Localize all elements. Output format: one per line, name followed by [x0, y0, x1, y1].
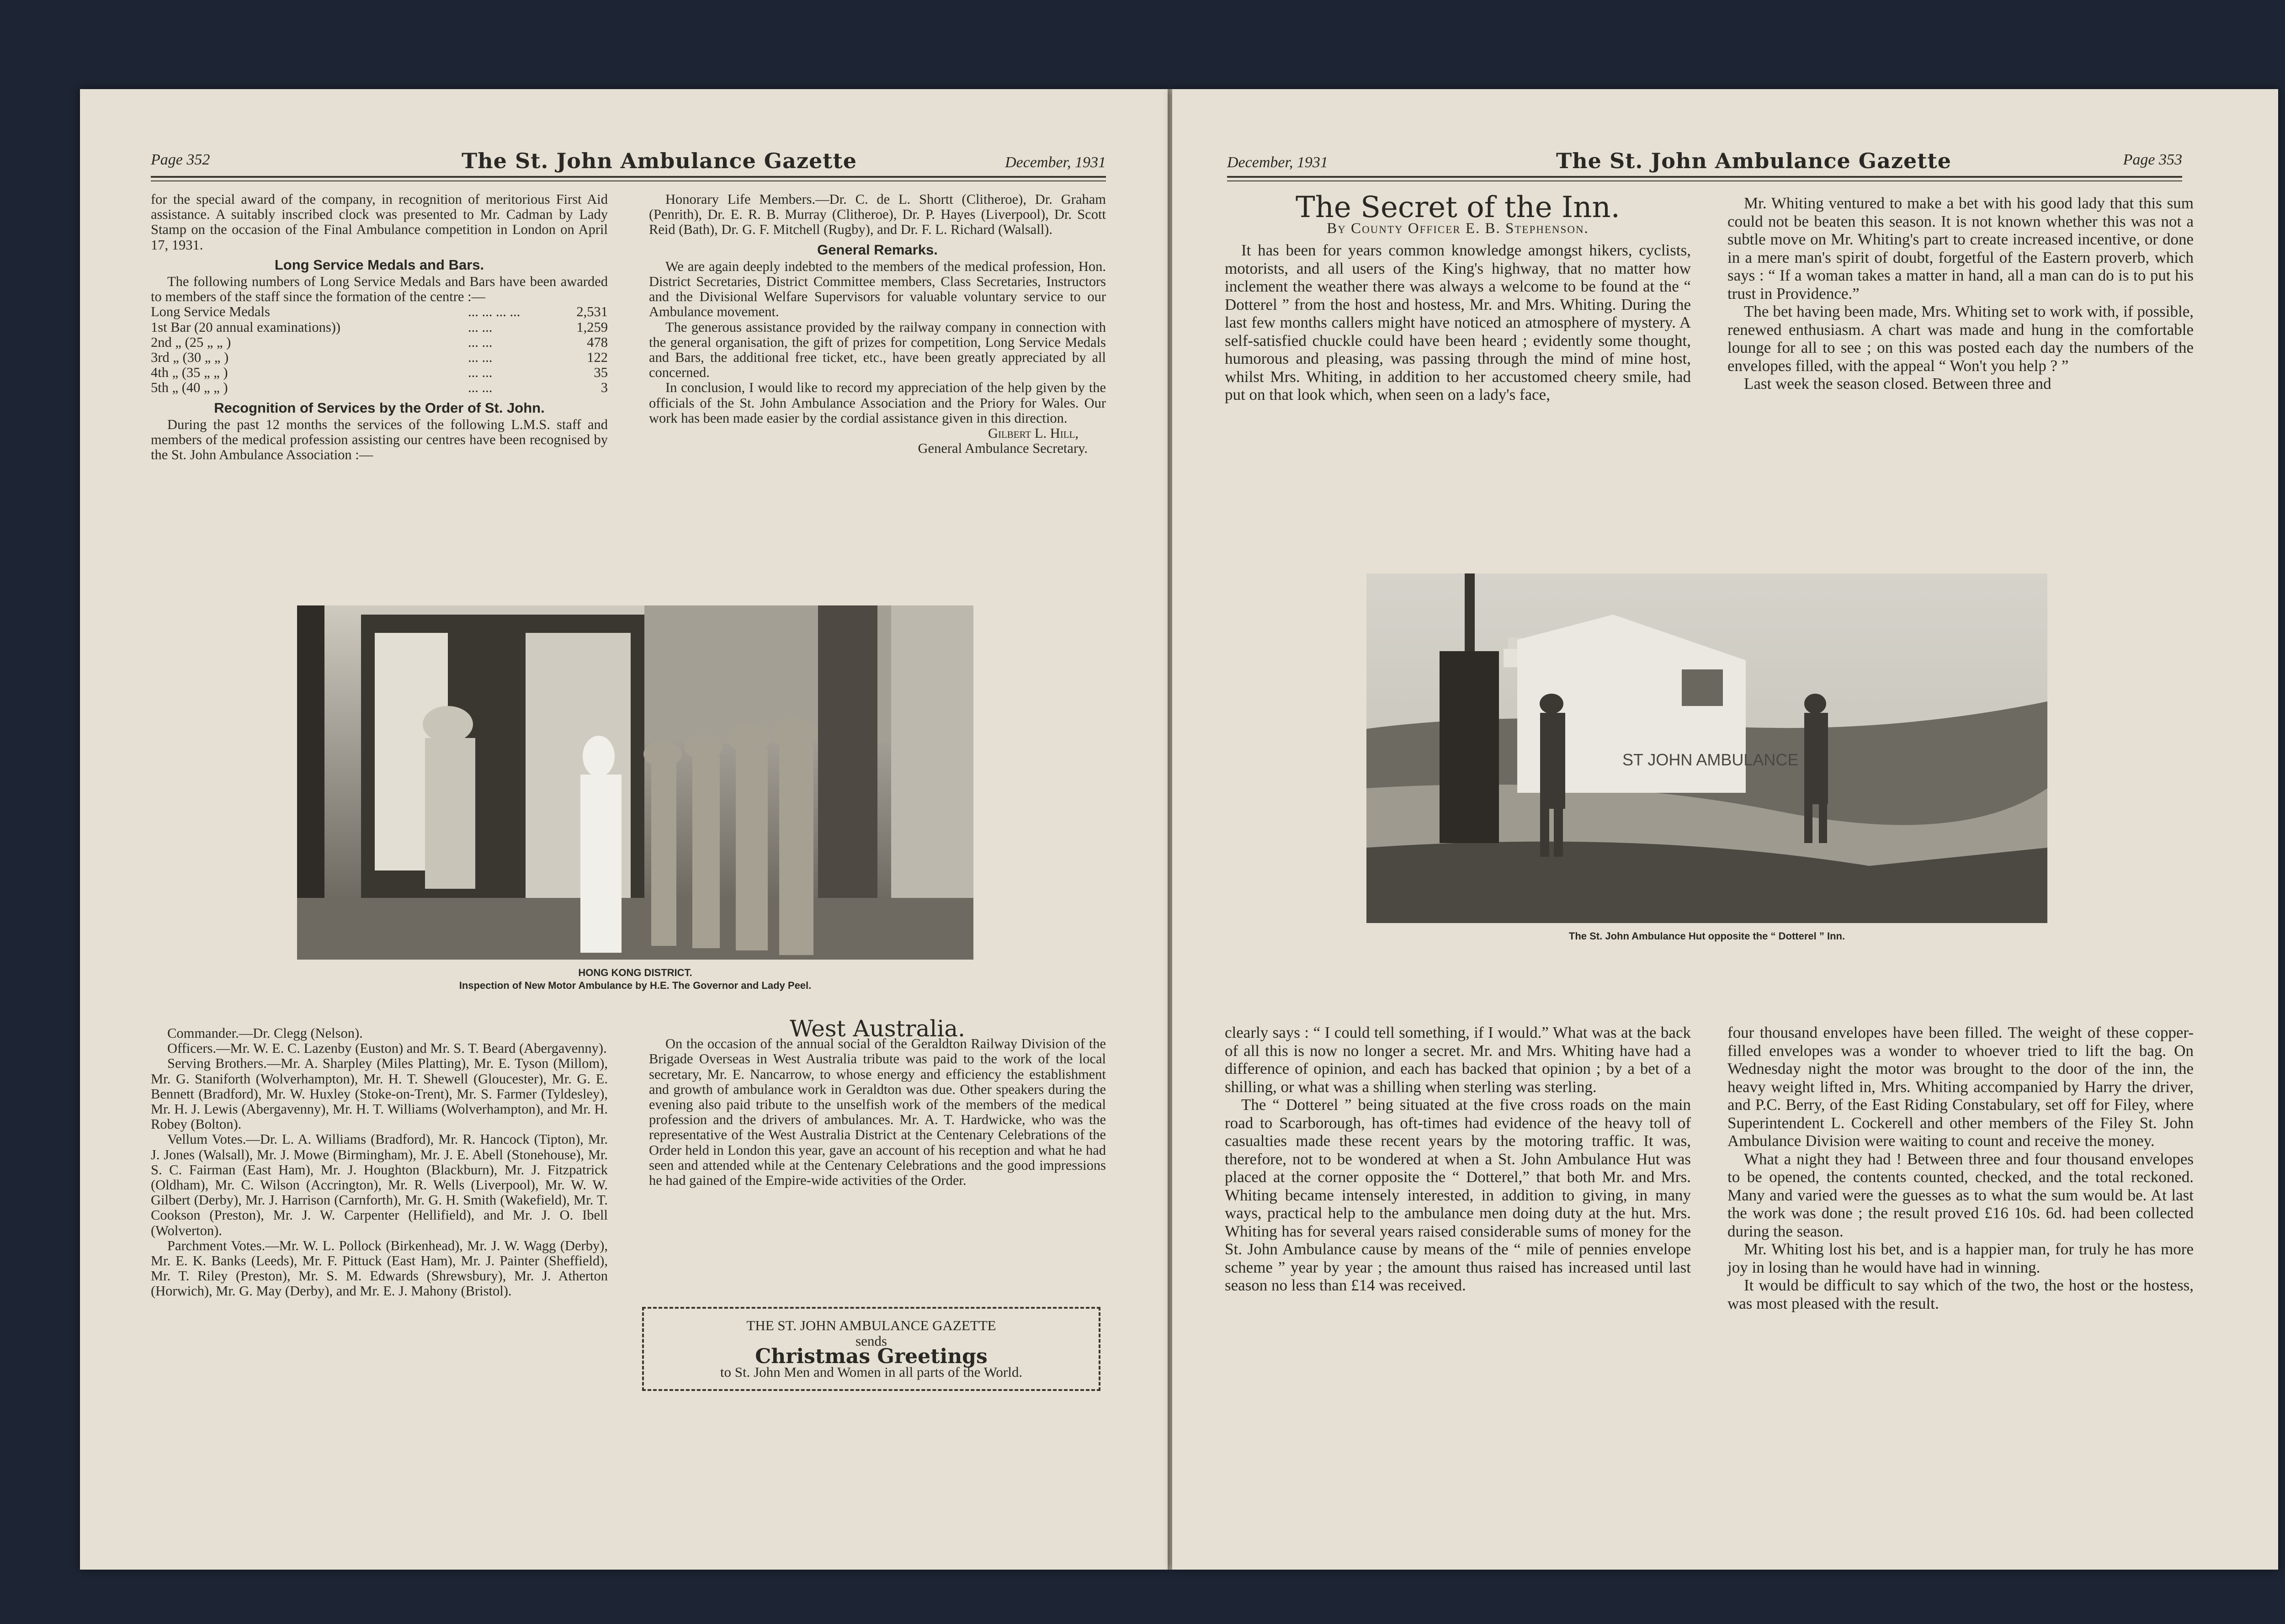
west-australia-paragraph: On the occasion of the annual social of the Geraldton Railway Division of the Brigade Overseas in West Australia tribute was paid to the work of the local secretary, Mr. E. Nancarrow, to whose energy and efficiency the establishment and growth of ambulance work in Geraldton was due. Other speakers during the evening also paid tribute to the unselfish work of the members of the medical profession and the drivers of ambulances. Mr. A. T. Hardwicke, who was the representative of the West Australia District at the Centenary Celebrations of the Order held in London this year, gave an account of his reception and what he had seen and attended while at the Centenary Celebrations and the good impressions he had gained of the Empire-wide activities of the Order.: [649, 1036, 1106, 1189]
article-lost-bet-paragraph: Mr. Whiting lost his bet, and is a happier man, for truly he has more joy in losing than he would have had in winning.: [1727, 1240, 2194, 1276]
greetings-box-line-4: to St. John Men and Women in all parts of the World.: [720, 1364, 1023, 1380]
hong-kong-caption-title: HONG KONG DISTRICT.: [578, 967, 692, 978]
parchment-votes-paragraph: Parchment Votes.—Mr. W. L. Pollock (Birkenhead), Mr. J. W. Wagg (Derby), Mr. E. K. Banks (Leeds), Mr. F. Pittuck (East Ham), Mr. J. Painter (Sheffield), Mr. T. Riley (Preston), Mr. S. M. Edwards (Shrewsbury), Mr. J. Atherton (Horwich), Mr. G. May (Derby), and Mr. E. J. Mahony (Bristol).: [151, 1237, 608, 1299]
hut-sign-text: ST JOHN AMBULANCE: [1622, 750, 1799, 769]
ambulance-hut-photo-illustration: [1366, 573, 2047, 923]
right-header-rule: [1227, 180, 2182, 181]
hong-kong-photo-illustration: [297, 605, 973, 960]
ambulance-hut-photo: [1366, 573, 2047, 923]
officers-paragraph: Officers.—Mr. W. E. C. Lazenby (Euston) and Mr. S. T. Beard (Abergavenny).: [167, 1040, 607, 1056]
serving-brothers-paragraph: Serving Brothers.—Mr. A. Sharpley (Miles Platting), Mr. E. Tyson (Millom), Mr. G. Staniforth (Wolverhampton), Mr. H. T. Shewell (Gloucester), Mr. G. E. Bennett (Bradford), Mr. W. Huxley (Stoke-on-Trent), Mr. S. Farmer (Tyldesley), Mr. H. J. Lewis (Abergavenny), Mr. H. T. Williams (Wolverhampton), and Mr. H. Robey (Bolton).: [151, 1056, 608, 1132]
left-gazette-title: The St. John Ambulance Gazette: [462, 149, 857, 173]
left-page: [80, 89, 1168, 1570]
greetings-box-line-2: sends: [856, 1333, 887, 1349]
article-secret-paragraph: clearly says : “ I could tell something, if I would.” What was at the back of all this is now no longer a secret. Mr. and Mrs. Whiting have had a difference of opinion, and each has backed that opinion ; by a bet of a shilling, or what was a shilling when sterling was sterling.: [1225, 1024, 1691, 1096]
general-remarks-paragraph-1: We are again deeply indebted to the members of the medical profession, Hon. District Secretaries, District Committee members, Class Secretaries, Instructors and the Divisional Welfare Supervisors for valuable voluntary service to our Ambulance movement.: [649, 258, 1106, 320]
right-lower-column-2: [1727, 1024, 2194, 1312]
recognition-heading: Recognition of Services by the Order of St. John.: [214, 399, 545, 416]
right-lower-column-1: [1225, 1024, 1691, 1295]
honorary-members-paragraph: Honorary Life Members.—Dr. C. de L. Shortt (Clitheroe), Dr. Graham (Penrith), Dr. E. R. B. Murray (Clitheroe), Dr. P. Hayes (Liverpool), Dr. Scott Reid (Bath), Dr. G. F. Mitchell (Rugby), and Dr. F. L. Richard (Walsall).: [649, 191, 1106, 238]
left-page-number: Page 352: [151, 151, 210, 168]
article-title: The Secret of the Inn.: [1296, 191, 1620, 224]
table-row: 3rd „ (30 „ „ ) ... ... 122: [151, 350, 608, 366]
hong-kong-caption: [297, 966, 973, 992]
table-row: 5th „ (40 „ „ ) ... ... 3: [151, 380, 608, 396]
medals-intro: The following numbers of Long Service Medals and Bars have been awarded to members of the staff since the formation of the centre :—: [151, 274, 608, 305]
general-remarks-paragraph-2: The generous assistance provided by the railway company in connection with the general organisation, the gift of prizes for competition, Long Service Medals and Bars, the additional free ticket, etc., have been greatly appreciated by all concerned.: [649, 319, 1106, 381]
article-envelopes-paragraph: four thousand envelopes have been filled. The weight of these copper-filled envelopes was a wonder to whoever tried to lift the bag. On Wednesday night the motor was brought to the door of the inn, the heavy weight lifted in, Mrs. Whiting accompanied by Harry the driver, and P.C. Berry, of the East Riding Constabulary, set off for Filey, where Superintendent L. Cockerell and other members of the Filey St. John Ambulance Division were waiting to count and receive the money.: [1727, 1024, 2194, 1150]
left-header-rule: [151, 180, 1106, 181]
article-byline: By County Officer E. B. Stephenson.: [1327, 220, 1589, 237]
ambulance-hut-caption: The St. John Ambulance Hut opposite the “ Dotterel ” Inn.: [1568, 930, 1845, 942]
medals-table: [151, 304, 608, 395]
greetings-box-line-3: Christmas Greetings: [755, 1345, 988, 1368]
left-lower-column-2: [649, 1015, 1106, 1189]
recognition-paragraph: During the past 12 months the services of the following L.M.S. staff and members of the medical profession assisting our centres have been recognised by the St. John Ambulance Association :—: [151, 416, 608, 463]
right-page-number: Page 353: [2123, 151, 2182, 168]
article-season-paragraph: Last week the season closed. Between three and: [1744, 375, 2051, 393]
commander-paragraph: Commander.—Dr. Clegg (Nelson).: [167, 1025, 363, 1041]
general-remarks-paragraph-3: In conclusion, I would like to record my appreciation of the help given by the officials of the St. John Ambulance Association and the Priory for Wales. Our work has been made easier by the cordial assistance given in this direction.: [649, 380, 1106, 426]
table-row: 2nd „ (25 „ „ ) ... ... 478: [151, 334, 608, 350]
right-upper-column-1: [1225, 191, 1691, 404]
left-running-header: [151, 149, 1106, 178]
article-night-paragraph: What a night they had ! Between three and four thousand envelopes to be opened, the contents counted, checked, and the total reckoned. Many and varied were the guesses as to what the sum would be. At last the work was done ; the result proved £16 10s. 6d. had been collected during the season.: [1727, 1150, 2194, 1240]
article-paragraph-1: It has been for years common knowledge amongst hikers, cyclists, motorists, and all users of the King's highway, that no matter how inclement the weather there was always a welcome to be found at the “ Dotterel ” from the host and hostess, Mr. and Mrs. Whiting. During the last few months callers might have noticed an atmosphere of mystery. A self-satisfied chuckle could have been heard ; evidently some thought, humorous and pleasing, was passing through the mind of mine host, whilst Mrs. Whiting, in addition to her accustomed cheery smile, had put on that look which, when seen on a lady's face,: [1225, 241, 1691, 403]
table-row: Long Service Medals ... ... ... ... 2,531: [151, 304, 608, 320]
left-upper-column-1: [151, 192, 608, 462]
hong-kong-photo: [297, 605, 973, 960]
left-header-date: December, 1931: [1005, 154, 1106, 171]
left-upper-column-2: [649, 192, 1106, 456]
vellum-votes-paragraph: Vellum Votes.—Dr. L. A. Williams (Bradford), Mr. R. Hancock (Tipton), Mr. J. Jones (Walsall), Mr. J. Mowe (Birmingham), Mr. J. E. Abell (Stonehouse), Mr. S. C. Fairman (East Ham), Mr. J. Houghton (Blackburn), Mr. J. Fitzpatrick (Oldham), Mr. C. Wilson (Accrington), Mr. R. Wells (Liverpool), Mr. W. W. Gilbert (Derby), Mr. J. Harrison (Carnforth), Mr. G. H. Smith (Wakefield), Mr. T. Cookson (Preston), Mr. J. W. Carpenter (Hellifield), and Mr. J. O. Ibell (Wolverton).: [151, 1131, 608, 1238]
greetings-box-line-1: THE ST. JOHN AMBULANCE GAZETTE: [746, 1317, 996, 1333]
award-paragraph: for the special award of the company, in recognition of meritorious First Aid assistance. A suitably inscribed clock was presented to Mr. Cadman by Lady Stamp on the occasion of the Final Ambulance competition in London on April 17, 1931.: [151, 191, 608, 253]
right-running-header: [1227, 149, 2182, 178]
medals-heading: Long Service Medals and Bars.: [274, 256, 484, 273]
article-closing-paragraph: It would be difficult to say which of the two, the host or the hostess, was most pleased with the result.: [1727, 1276, 2194, 1312]
hong-kong-caption-text: Inspection of New Motor Ambulance by H.E. The Governor and Lady Peel.: [459, 980, 812, 991]
signature-name: Gilbert L. Hill,: [988, 425, 1079, 441]
article-chart-paragraph: The bet having been made, Mrs. Whiting set to work with, if possible, renewed enthusiasm. A chart was made and hung in the comfortable lounge for all to see ; on this was posted each day the numbers of the envelopes filled, with the appeal “ Won't you help ? ”: [1727, 303, 2194, 375]
table-row: 1st Bar (20 annual examinations)) ... ... 1,259: [151, 319, 608, 335]
right-upper-column-2: [1727, 194, 2194, 393]
west-australia-heading: West Australia.: [789, 1015, 965, 1042]
general-remarks-heading: General Remarks.: [817, 241, 938, 258]
christmas-greetings-box: [642, 1307, 1100, 1391]
right-page: [1172, 89, 2278, 1570]
right-header-date: December, 1931: [1227, 154, 1328, 171]
article-bet-paragraph: Mr. Whiting ventured to make a bet with his good lady that this sum could not be beaten this season. It is not known whether this was not a subtle move on Mr. Whiting's part to create increased incentive, or done in a mere man's spirit of doubt, forgetful of the Eastern proverb, which says : “ If a woman takes a matter in hand, all a man can do is to put his trust in Providence.”: [1727, 194, 2194, 303]
article-dotterel-paragraph: The “ Dotterel ” being situated at the five cross roads on the main road to Scarborough, has oft-times had evidence of the heavy toll of casualties made these recent years by the motoring traffic. It was, therefore, not to be wondered at when a St. John Ambulance Hut was placed at the corner opposite the “ Dotterel,” that both Mr. and Mrs. Whiting became intensely interested, in addition to giving, in many ways, practical help to the ambulance men doing duty at the hut. Mrs. Whiting has for several years raised considerable sums of money for the St. John Ambulance cause by means of the “ mile of pennies envelope scheme ” year by year ; the amount thus raised has increased until last season no less than £14 was received.: [1225, 1096, 1691, 1294]
table-row: 4th „ (35 „ „ ) ... ... 35: [151, 365, 608, 381]
left-lower-column-1: [151, 1026, 608, 1299]
signature-title: General Ambulance Secretary.: [918, 440, 1088, 456]
right-gazette-title: The St. John Ambulance Gazette: [1556, 149, 1952, 173]
